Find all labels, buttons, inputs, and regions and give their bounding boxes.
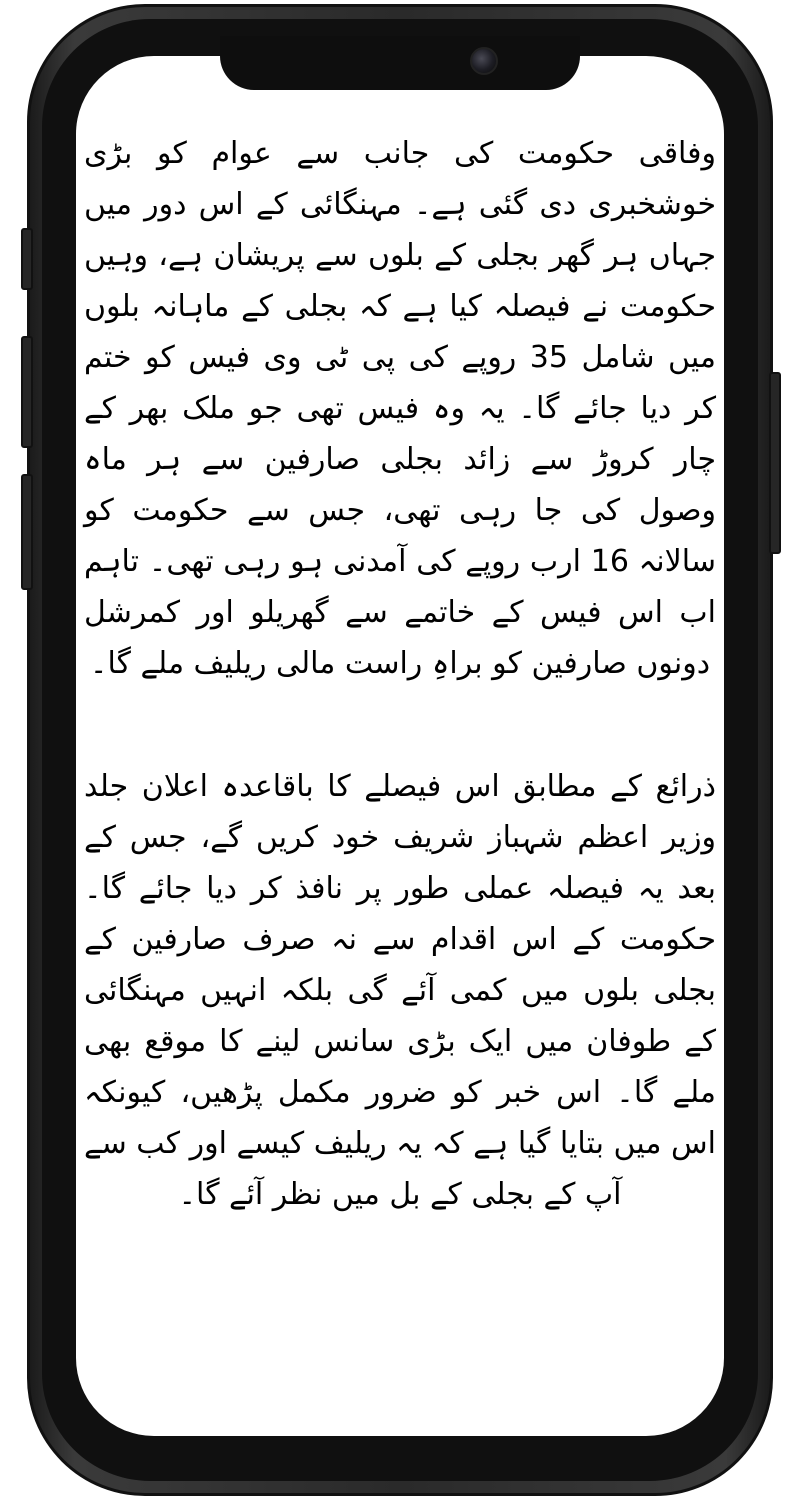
power-button <box>769 372 781 554</box>
article-paragraph-1: وفاقی حکومت کی جانب سے عوام کو بڑی خوشخبری دی گئی ہے۔ مہنگائی کے اس دور میں جہاں ہر گھر بجلی کے بلوں سے پریشان ہے، وہیں حکومت نے فیصلہ کیا ہے کہ بجلی کے ماہانہ بلوں میں شامل 35 روپے کی پی ٹی وی فیس کو ختم کر دیا جائے گا۔ یہ وہ فیس تھی جو ملک بھر کے چار کروڑ سے زائد بجلی صارفین سے ہر ماہ وصول کی جا رہی تھی، جس سے حکومت کو سالانہ 16 ارب روپے کی آمدنی ہو رہی تھی۔ تاہم اب اس فیس کے خاتمے سے گھریلو اور کمرشل دونوں صارفین کو براہِ راست مالی ریلیف ملے گا۔ <box>84 136 716 681</box>
volume-up-button <box>21 336 33 448</box>
article-paragraph-2: ذرائع کے مطابق اس فیصلے کا باقاعدہ اعلان جلد وزیر اعظم شہباز شریف خود کریں گے، جس کے بعد یہ فیصلہ عملی طور پر نافذ کر دیا جائے گا۔ حکومت کے اس اقدام سے نہ صرف صارفین کے بجلی بلوں میں کمی آئے گی بلکہ انہیں مہنگائی کے طوفان میں ایک بڑی سانس لینے کا موقع بھی ملے گا۔ اس خبر کو ضرور مکمل پڑھیں، کیونکہ اس میں بتایا گیا ہے کہ یہ ریلیف کیسے اور کب سے آپ کے بجلی کے بل میں نظر آئے گا۔ <box>84 769 716 1212</box>
article-body <box>76 128 724 1220</box>
paragraph-spacer <box>84 689 716 761</box>
front-camera-icon <box>470 47 498 75</box>
action-button <box>21 228 33 290</box>
volume-down-button <box>21 474 33 590</box>
notch <box>220 36 580 90</box>
phone-screen <box>76 56 724 1436</box>
